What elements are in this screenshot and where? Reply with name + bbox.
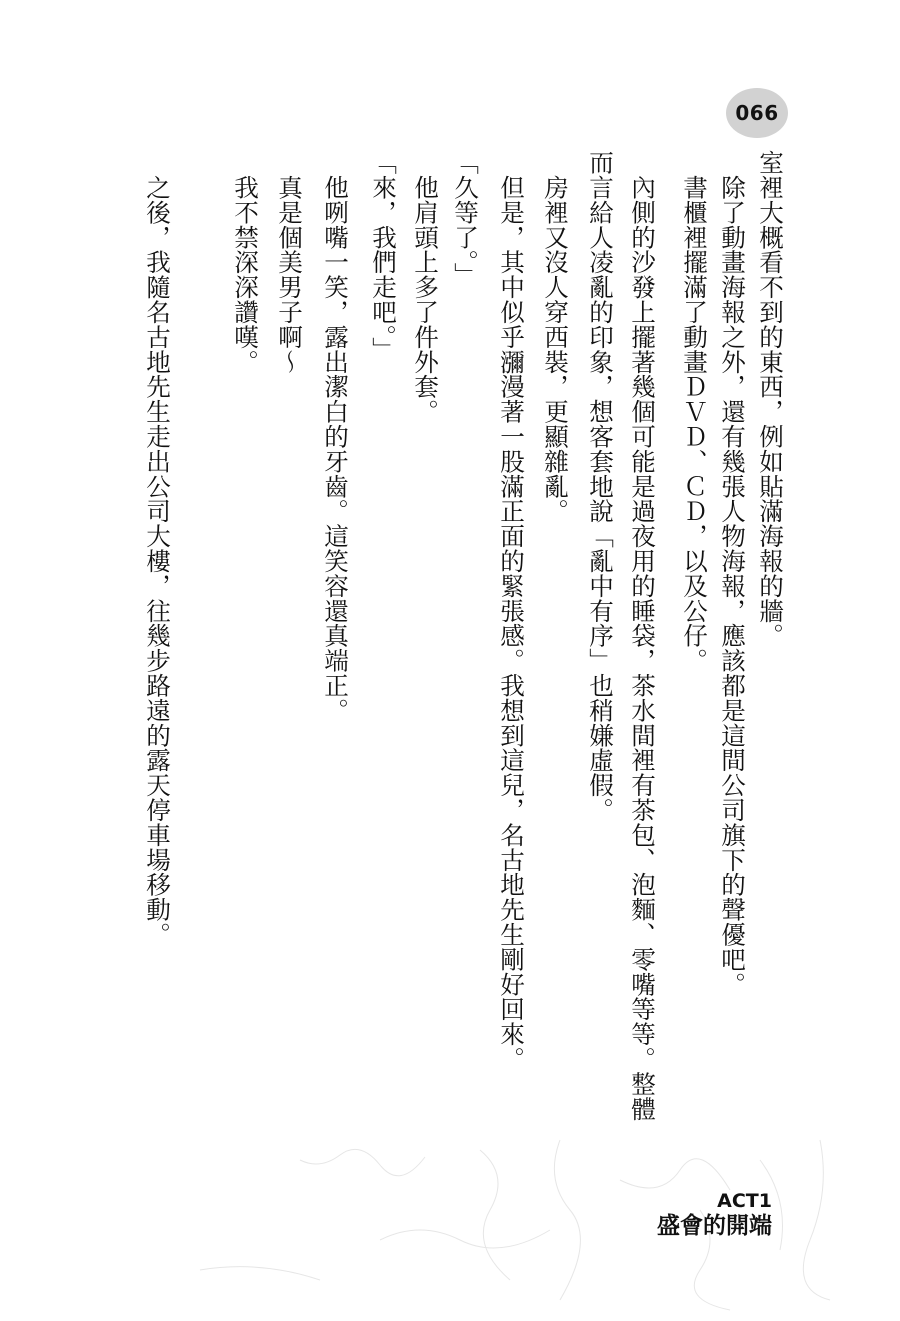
text-column-4: 內側的沙發上擺著幾個可能是過夜用的睡袋，茶水間裡有茶包、泡麵、零嘴等等。整體 — [628, 150, 657, 1122]
chapter-label: ACT1 — [717, 1190, 772, 1212]
text-column-5: 而言給人凌亂的印象，想客套地說「亂中有序」也稍嫌虛假。 — [586, 150, 615, 823]
text-column-8: 「久等了。」 — [451, 150, 480, 288]
text-column-1: 室裡大概看不到的東西，例如貼滿海報的牆。 — [756, 150, 785, 648]
text-column-7: 但是，其中似乎瀰漫著一股滿正面的緊張感。我想到這兒，名古地先生剛好回來。 — [497, 150, 526, 1072]
text-column-11: 他咧嘴一笑，露出潔白的牙齒。這笑容還真端正。 — [321, 150, 350, 723]
page-number-badge: 066 — [726, 88, 788, 138]
text-column-2: 除了動畫海報之外，還有幾張人物海報，應該都是這間公司旗下的聲優吧。 — [718, 150, 747, 997]
chapter-title: 盛會的開端 — [657, 1213, 772, 1239]
text-column-10: 「來，我們走吧。」 — [369, 150, 398, 362]
text-column-9: 他肩頭上多了件外套。 — [411, 150, 440, 424]
chapter-heading — [657, 1190, 772, 1240]
text-column-3: 書櫃裡擺滿了動畫ＤＶＤ、ＣＤ，以及公仔。 — [680, 150, 709, 673]
text-column-12: 真是個美男子啊～ — [275, 150, 304, 375]
text-column-6: 房裡又沒人穿西裝，更顯雜亂。 — [541, 150, 570, 524]
text-column-13: 我不禁深深讚嘆。 — [231, 150, 260, 375]
text-column-15: 之後，我隨名古地先生走出公司大樓，往幾步路遠的露天停車場移動。 — [143, 150, 172, 947]
